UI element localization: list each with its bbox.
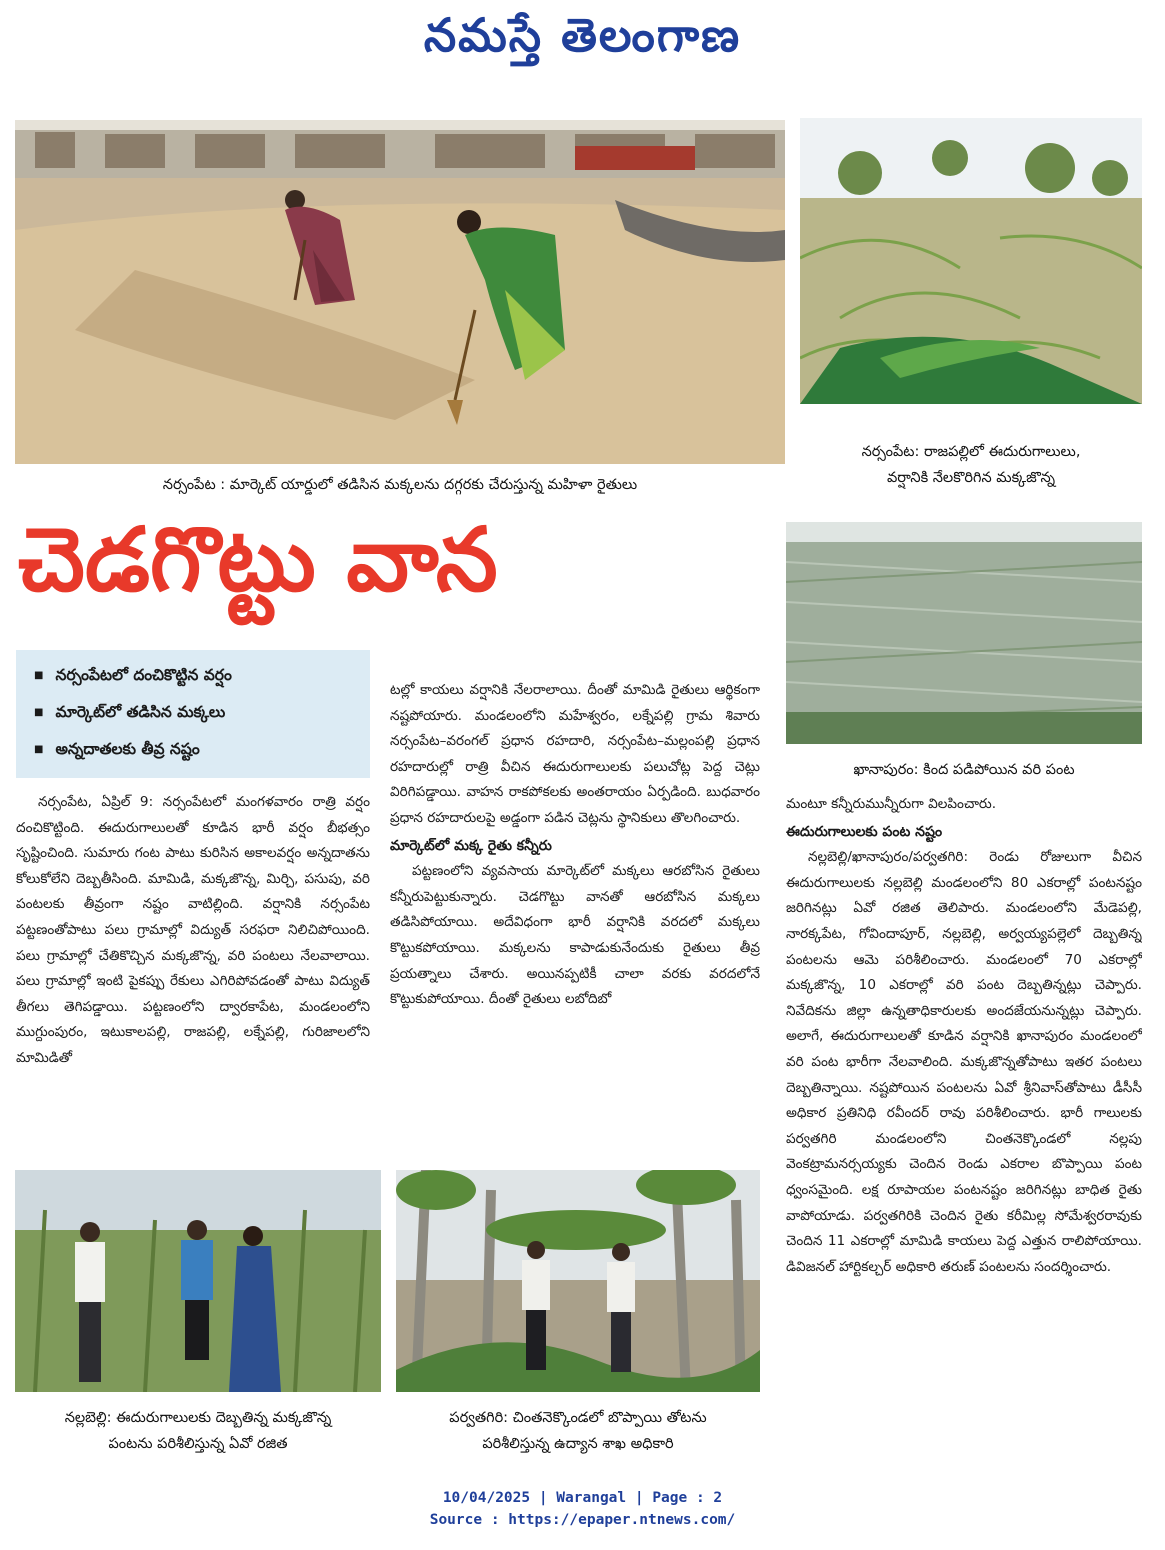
article-column-2 xyxy=(390,678,760,1158)
article-column-3 xyxy=(786,792,1142,1472)
footer-date-edition: 10/04/2025 | Warangal | Page : 2 xyxy=(442,1490,723,1506)
photo-market-women xyxy=(15,120,785,464)
article-paragraph: పట్టణంలోని వ్యవసాయ మార్కెట్‌లో మక్కలు ఆరబోసిన రైతులు కన్నీరుపెట్టుకున్నారు. చెడగొట్టు వానతో ఆరబోసిన మక్కలు తడిసిపోయాయి. అదేవిధంగా భారీ వర్షానికి వరదలో మక్కలు కొట్టుకపోయాయి. మక్కలను కాపాడుకునేందుకు రైతులు తీవ్ర ప్రయత్నాలు చేశారు. అయినప్పటికీ చాలా వరకు వరదలోనే కొట్టుకుపోయాయి. దీంతో రైతులు లబోదిబో xyxy=(390,863,760,1008)
photo-rajapalli-maize xyxy=(800,118,1142,404)
footer-source: Source : https://epaper.ntnews.com/ xyxy=(429,1512,736,1528)
highlight-item: ■ నర్సంపేటలో దంచికొట్టిన వర్షం xyxy=(26,658,360,695)
highlight-item: ■ అన్నదాతలకు తీవ్ర నష్టం xyxy=(26,732,360,769)
photo-khanapuram-paddy xyxy=(786,522,1142,744)
caption-parvathagiri-1: పర్వతగిరి: చింతనెక్కొండలో బొప్పాయి తోటను xyxy=(449,1410,707,1426)
caption-khanapuram: ఖానాపురం: కింద పడిపోయిన వరి పంట xyxy=(853,762,1075,778)
headline: చెడగొట్టు వాన xyxy=(18,508,498,611)
caption-market-women: నర్సంపేట : మార్కెట్ యార్డులో తడిసిన మక్కలను దగ్గరకు చేరుస్తున్న మహిళా రైతులు xyxy=(162,477,638,493)
photo-parvathagiri-papaya xyxy=(396,1170,760,1392)
caption-nallabelli-1: నల్లబెల్లి: ఈదురుగాలులకు దెబ్బతిన్న మక్కజొన్న xyxy=(64,1410,332,1426)
article-paragraph: మంటూ కన్నీరుమున్నీరుగా విలపించారు. xyxy=(786,796,997,812)
caption-parvathagiri-2: పరిశీలిస్తున్న ఉద్యాన శాఖ అధికారి xyxy=(482,1436,674,1452)
article-paragraph: నల్లబెల్లి/ఖానాపురం/పర్వతగిరి: రెండు రోజులుగా వీచిన ఈదురుగాలులకు నల్లబెల్లి మండలంలోని 80 ఎకరాల్లో పంటనష్టం జరిగినట్లు ఏవో రజిత తెలిపారు. మండలంలోని మేడెపల్లి, నారక్కపేట, గోవిందాపూర్, నల్లబెల్లి, అర్వయ్యపల్లెలో దెబ్బతిన్న పంటలను ఆమె పరిశీలించారు. మండలంలో 70 ఎకరాల్లో మక్కజొన్న, 10 ఎకరాల్లో వరి పంట దెబ్బతిన్నట్లు చెప్పారు. నివేదికను జిల్లా ఉన్నతాధికారులకు అందజేయనున్నట్లు చెప్పారు. అలాగే, ఈదురుగాలులతో కూడిన వర్షానికి ఖానాపురం మండలంలో వరి పంట భారీగా నేలవాలింది. మక్కజొన్నతోపాటు ఇతర పంటలు దెబ్బతిన్నాయి. నష్టపోయిన పంటలను ఏవో శ్రీనివాస్‌తోపాటు డీసీసీ అధికార ప్రతినిధి రవీందర్ రావు పరిశీలించారు. భారీ గాలులకు పర్వతగిరి మండలంలోని చింతనెక్కొండలో నల్లపు వెంకట్రామనర్సయ్యకు చెందిన రెండు ఎకరాల బొప్పాయి పంట ధ్వంసమైంది. లక్ష రూపాయల పంటనష్టం జరిగినట్లు బాధిత రైతు వాపోయాడు. పర్వతగిరికి చెందిన రైతు కరీమిల్ల సోమేశ్వరరావుకు చెందిన 11 ఎకరాల్లో మామిడి కాయలు పెద్ద ఎత్తున రాలిపోయాయి. డివిజనల్ హార్టికల్చర్ అధికారి తరుణ్ పంటలను సందర్శించారు. xyxy=(786,849,1142,1275)
masthead-logo: నమస్తే తెలంగాణ xyxy=(423,8,742,62)
article-subheading: మార్కెట్‌లో మక్క రైతు కన్నీరు xyxy=(390,837,552,854)
caption-nallabelli-2: పంటను పరిశీలిస్తున్న ఏవో రజిత xyxy=(108,1436,288,1452)
article-paragraph: నర్సంపేట, ఏప్రిల్ 9: నర్సంపేటలో మంగళవారం రాత్రి వర్షం దంచికొట్టింది. ఈదురుగాలులతో కూడిన భారీ వర్షం బీభత్సం సృష్టించింది. సుమారు గంట పాటు కురిసిన అకాలవర్షం అన్నదాతను కోలుకోలేని దెబ్బతీసింది. మామిడి, మక్కజొన్న, మిర్చి, పసుపు, వరి పంటలకు తీవ్రంగా నష్టం వాటిల్లింది. వర్షానికి నర్సంపేట పట్టణంతోపాటు పలు గ్రామాల్లో విద్యుత్ సరఫరా నిలిచిపోయింది. పలు గ్రామాల్లో చేతికొచ్చిన మక్కజొన్న, వరి పంటలు నేలవాలాయి. పలు గ్రామాల్లో ఇంటి పైకప్పు రేకులు ఎగిరిపోవడంతో పాటు విద్యుత్ తీగలు తెగిపడ్డాయి. పట్టణంలోని ద్వారకాపేట, మండలంలోని ముగ్దుంపురం, ఇటుకాలపల్లి, రాజపల్లి, లక్నేపల్లి, గురిజాలలోని మామిడితో xyxy=(16,794,370,1066)
photo-nallabelli xyxy=(15,1170,381,1392)
article-column-1 xyxy=(16,790,370,1158)
highlights-box xyxy=(16,650,370,778)
highlight-item: ■ మార్కెట్‌లో తడిసిన మక్కలు xyxy=(26,695,360,732)
article-subheading: ఈదురుగాలులకు పంట నష్టం xyxy=(786,823,943,840)
article-paragraph: టల్లో కాయలు వర్షానికి నేలరాలాయి. దీంతో మామిడి రైతులు ఆర్థికంగా నష్టపోయారు. మండలంలోని మహేశ్వరం, లక్నేపల్లి గ్రామ శివారు నర్సంపేట–వరంగల్ ప్రధాన రహదారి, నర్సంపేట–మల్లంపల్లి ప్రధాన రహదారుల్లో రాత్రి వీచిన ఈదురుగాలులకు పలుచోట్ల పెద్ద చెట్లు విరిగిపడ్డాయి. వాహన రాకపోకలకు అంతరాయం ఏర్పడింది. బుధవారం ప్రధాన రహదారులపై అడ్డంగా పడిన చెట్లను స్థానికులు తొలగించారు. xyxy=(390,682,760,826)
caption-rajapalli-2: వర్షానికి నేలకొరిగిన మక్కజొన్న xyxy=(886,470,1056,486)
caption-rajapalli-1: నర్సంపేట: రాజపల్లిలో ఈదురుగాలులు, xyxy=(861,444,1081,460)
